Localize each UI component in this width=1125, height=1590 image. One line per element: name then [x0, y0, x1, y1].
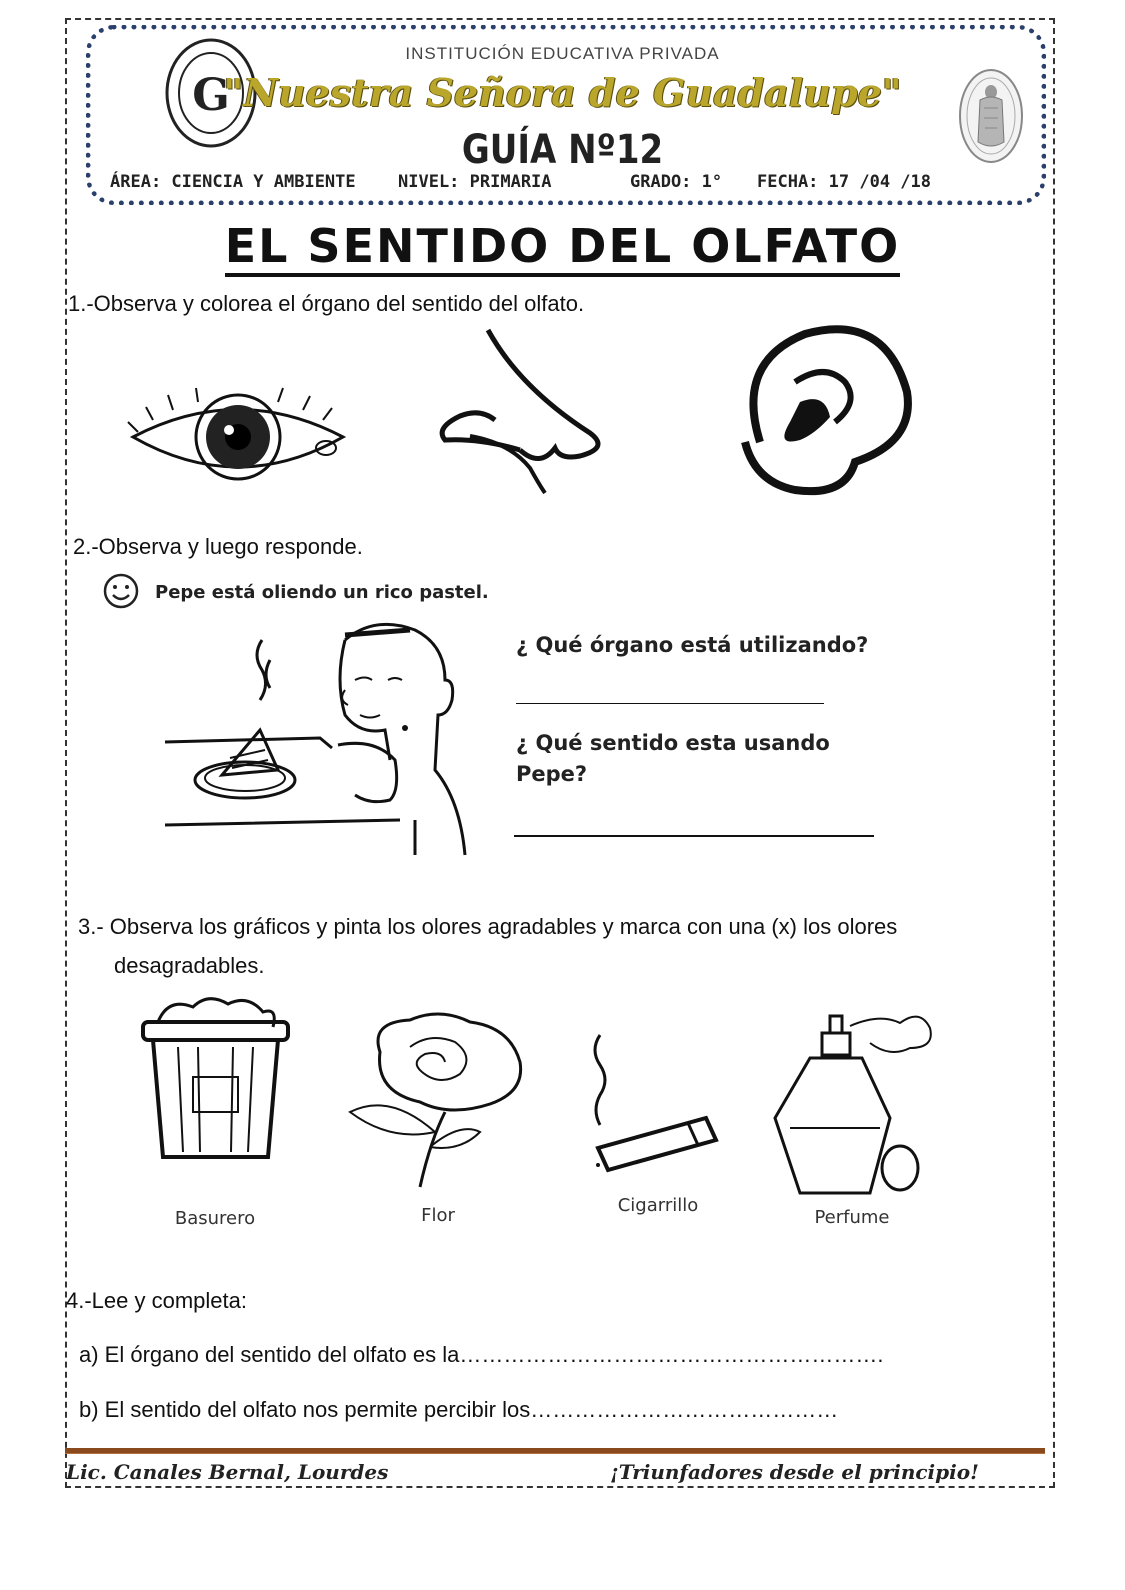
nose-image	[440, 328, 610, 498]
rose-image	[350, 1012, 530, 1187]
logo-letter: G	[192, 70, 230, 121]
question-3-line1: 3.- Observa los gráficos y pinta los olores agradables y marca con una (x) los olores	[78, 914, 898, 939]
perfume-image	[770, 1008, 940, 1208]
guide-number: GUÍA Nº12	[461, 127, 664, 173]
footer-motto: ¡Triunfadores desde el principio!	[610, 1460, 979, 1484]
pepe-statement: Pepe está oliendo un rico pastel.	[155, 582, 489, 603]
page-title-text: EL SENTIDO DEL OLFATO	[225, 219, 901, 277]
question-2a: ¿ Qué órgano está utilizando?	[516, 633, 869, 657]
answer-line-2b[interactable]	[514, 835, 874, 837]
trash-can-image	[138, 992, 293, 1167]
school-name: "Nuestra Señora de Guadalupe"	[223, 70, 902, 115]
question-4b[interactable]: b) El sentido del olfato nos permite percibir los……………………………………	[79, 1397, 839, 1422]
item-label-basurero: Basurero	[174, 1208, 256, 1229]
institution-label: INSTITUCIÓN EDUCATIVA PRIVADA	[405, 44, 720, 63]
eye-image	[128, 392, 353, 497]
cigarette-image	[588, 1030, 728, 1170]
question-4: 4.-Lee y completa:	[66, 1288, 247, 1313]
grade-label: GRADO: 1°	[630, 172, 723, 192]
item-label-flor: Flor	[421, 1205, 455, 1226]
question-2b-line2: Pepe?	[516, 762, 588, 786]
question-4a[interactable]: a) El órgano del sentido del olfato es la………………………………………………….	[79, 1342, 884, 1367]
area-label: ÁREA: CIENCIA Y AMBIENTE	[110, 172, 356, 192]
answer-line-2a[interactable]	[516, 703, 824, 704]
level-label: NIVEL: PRIMARIA	[398, 172, 552, 192]
smiley-icon	[103, 573, 139, 609]
question-2: 2.-Observa y luego responde.	[73, 534, 363, 559]
date-label: FECHA: 17 /04 /18	[757, 172, 931, 192]
question-2b-line1: ¿ Qué sentido esta usando	[516, 731, 830, 755]
question-1: 1.-Observa y colorea el órgano del sentido del olfato.	[68, 291, 585, 316]
item-label-cigarrillo: Cigarrillo	[617, 1195, 699, 1216]
page-title	[0, 218, 1125, 274]
footer-author: Lic. Canales Bernal, Lourdes	[66, 1460, 389, 1484]
ear-image	[735, 322, 915, 497]
footer-rule	[65, 1448, 1045, 1454]
item-label-perfume: Perfume	[814, 1207, 890, 1228]
boy-smelling-cake-image	[160, 620, 480, 860]
question-3-line2: desagradables.	[114, 953, 265, 978]
